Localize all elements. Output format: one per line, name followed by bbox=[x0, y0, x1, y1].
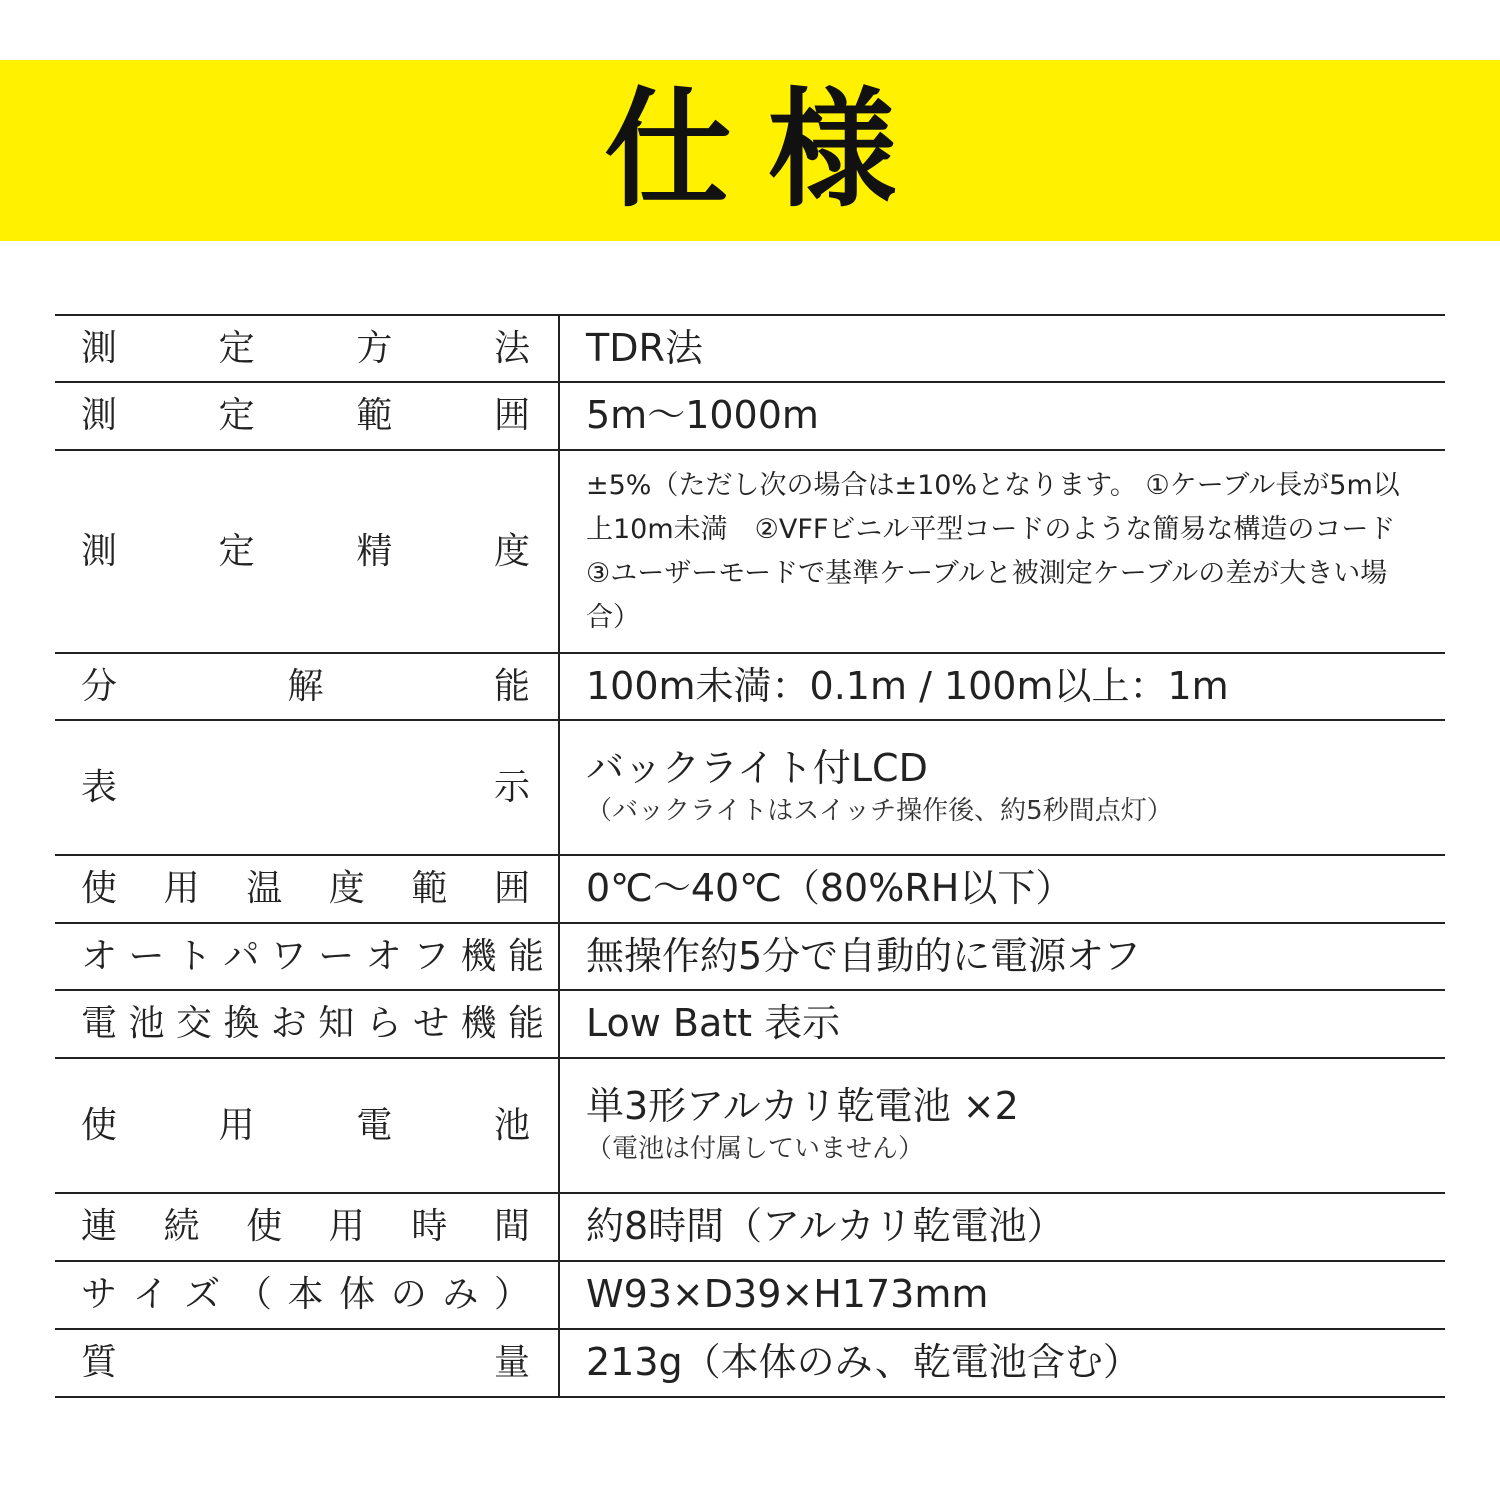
spec-label: オ ー ト パ ワ ー オ フ 機 能 bbox=[81, 935, 544, 977]
spec-value: 100m未満：0.1m / 100m以上：1m bbox=[586, 663, 1229, 708]
spec-label-cell bbox=[55, 316, 560, 381]
spec-label-cell bbox=[55, 654, 560, 719]
spec-value: TDR法 bbox=[586, 325, 703, 370]
spec-value-cell bbox=[560, 1059, 1445, 1192]
spec-value: Low Batt 表示 bbox=[586, 1001, 841, 1046]
spec-row-temperature bbox=[55, 856, 1445, 924]
spec-row-range bbox=[55, 383, 1445, 451]
spec-value-cell bbox=[560, 451, 1445, 652]
spec-value-cell bbox=[560, 1330, 1445, 1396]
spec-value: ±5%（ただし次の場合は±10%となります。 ①ケーブル長が5m以上10m未満 ②VFFビニル平型コードのような簡易な構造のコード ③ユーザーモードで基準ケーブルと被測定ケーブルの差が大きい場合） bbox=[586, 469, 1423, 633]
spec-row-accuracy bbox=[55, 451, 1445, 654]
spec-label: 測 定 方 法 bbox=[81, 327, 530, 369]
spec-label: 測 定 範 囲 bbox=[81, 395, 530, 436]
spec-value: 0℃〜40℃（80%RH以下） bbox=[586, 866, 1074, 911]
spec-label-cell bbox=[55, 856, 560, 922]
spec-label-cell bbox=[55, 1330, 560, 1396]
spec-label-cell bbox=[55, 991, 560, 1057]
spec-value-cell bbox=[560, 856, 1445, 922]
spec-value: 無操作約5分で自動的に電源オフ bbox=[586, 933, 1142, 978]
spec-label-cell bbox=[55, 1194, 560, 1260]
spec-value: バックライト付LCD bbox=[586, 746, 928, 790]
spec-label-cell bbox=[55, 383, 560, 449]
spec-label: 測 定 精 度 bbox=[81, 530, 530, 572]
spec-row-battery bbox=[55, 1059, 1445, 1194]
spec-value: W93×D39×H173mm bbox=[586, 1272, 989, 1317]
spec-value-cell bbox=[560, 1194, 1445, 1260]
spec-label: 電 池 交 換 お 知 ら せ 機 能 bbox=[81, 1003, 544, 1044]
spec-label: サ イ ズ （ 本 体 の み ） bbox=[81, 1274, 530, 1315]
spec-row-auto-power-off bbox=[55, 924, 1445, 991]
spec-value: 約8時間（アルカリ乾電池） bbox=[586, 1204, 1065, 1249]
spec-row-continuous-use bbox=[55, 1194, 1445, 1262]
spec-label-cell bbox=[55, 1059, 560, 1192]
spec-value: 5m〜1000m bbox=[586, 393, 819, 438]
spec-value-cell bbox=[560, 721, 1445, 854]
spec-value-cell bbox=[560, 316, 1445, 381]
spec-label: 分 解 能 bbox=[81, 665, 530, 707]
title-banner bbox=[0, 60, 1500, 241]
spec-label: 質 量 bbox=[81, 1342, 530, 1383]
spec-note: （電池は付属していません） bbox=[586, 1133, 925, 1164]
spec-label: 表 示 bbox=[81, 766, 530, 808]
spec-value-cell bbox=[560, 991, 1445, 1057]
spec-label-cell bbox=[55, 1262, 560, 1328]
spec-label-cell bbox=[55, 721, 560, 854]
spec-value-cell bbox=[560, 383, 1445, 449]
spec-label: 使 用 電 池 bbox=[81, 1104, 530, 1146]
spec-note: （バックライトはスイッチ操作後、約5秒間点灯） bbox=[586, 795, 1173, 826]
spec-value: 213g（本体のみ、乾電池含む） bbox=[586, 1340, 1141, 1385]
spec-label: 使 用 温 度 範 囲 bbox=[81, 868, 530, 909]
spec-value-cell bbox=[560, 1262, 1445, 1328]
spec-row-resolution bbox=[55, 654, 1445, 721]
spec-label-cell bbox=[55, 924, 560, 989]
spec-row-weight bbox=[55, 1330, 1445, 1398]
page-title: 仕様 bbox=[603, 75, 932, 225]
spec-value: 単3形アルカリ乾電池 ×2 bbox=[586, 1084, 1019, 1128]
spec-value-cell bbox=[560, 654, 1445, 719]
spec-row-display bbox=[55, 721, 1445, 856]
spec-row-battery-alert bbox=[55, 991, 1445, 1059]
spec-row-method bbox=[55, 316, 1445, 383]
spec-row-size bbox=[55, 1262, 1445, 1330]
spec-label-cell bbox=[55, 451, 560, 652]
spec-table bbox=[55, 314, 1445, 1398]
spec-label: 連 続 使 用 時 間 bbox=[81, 1206, 530, 1247]
spec-value-cell bbox=[560, 924, 1445, 989]
